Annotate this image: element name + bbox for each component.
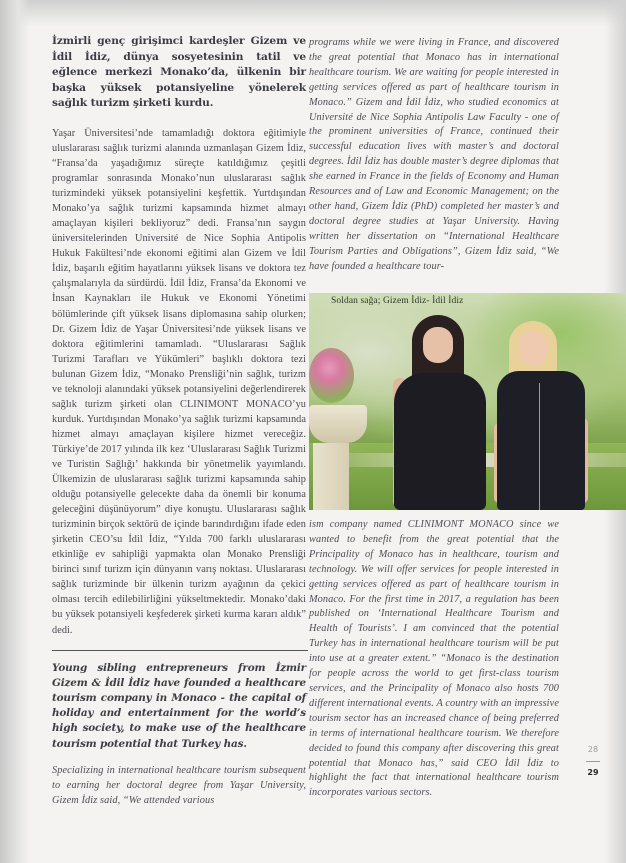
body-text-english-end: ism company named CLINIMONT MONACO since we wanted to benefit from the great potential that the Principality of Monaco has in healthcare, tourism and technology. We will offer services for people interested in getting services offered as part of healthcare tourism in Monaco. For the first time in 2017, a regulation has been published on ‘International Healthcare Tourism and Health of Tourists’. I am convinced that the potential Turkey has in international healthcare tourism will be put into use at a greater extent.” “Monaco is the destination for people across the world to get first-class tourism services, and the Principality of Monaco also hosts 700 different international events. A country with an impressive tourism sector has an increased chance of being preferred in terms of international healthcare tourism. We therefore decided to found this company after discovering this great potential that Monaco has,” said CEO İdil İdiz to highlight the fact that international healthcare tourism incorporates various sectors.: [309, 519, 559, 799]
dress-zipper: [539, 383, 540, 510]
page-number-current: 29: [587, 768, 599, 777]
person-left-face: [423, 327, 453, 363]
page-numbers: [578, 744, 608, 779]
right-column: [309, 36, 559, 275]
page-number-previous: 28: [587, 745, 599, 754]
photo-pedestal: [313, 443, 349, 510]
page-gutter-shadow: [0, 0, 30, 863]
photo-caption: Soldan sağa; Gizem İdiz- İdil İdiz: [331, 296, 464, 306]
body-text-english-continued: programs while we were living in France, and discovered the great potential that Monaco has in international healthcare tourism. We are waiting for people interested in getting services offered as part of healthcare tourism in Monaco.” Gizem and İdil İdiz, who studied economics at Université de Nice Sophia Antipolis Law Faculty - one of the prominent universities of France, continued their successful education lives with master’s and doctoral degrees. İdil İdiz has double master’s degree diplomas that she earned in France in the fields of Economy and Human Resources and of Law and Economic Management; on the other hand, Gizem İdiz (PhD) completed her master’s and doctoral degree studies at Yaşar University. Having written her dissertation on “International Healthcare Tourism Parties and Obligations”, Gizem İdiz said, “We have founded a healthcare tour-: [309, 37, 559, 272]
person-left-dress: [394, 373, 486, 510]
left-column: [52, 34, 306, 809]
person-right-dress: [497, 371, 585, 510]
portrait-photo: [309, 293, 626, 510]
body-text-turkish: Yaşar Üniversitesi’nde tamamladığı doktora eğitimiyle uluslararası sağlık turizmi alanında uzmanlaşan Gizem İdiz, “Fransa’da yaşadığımız süreçte katıldığımız çeşitli programlar sonrasında Monako’nun uluslararası sağlık turizmindeki yüksek potansiyelini keşfettik. Yurtdışından Monako’ya sağlık turizmi kapsamında hizmet almayı amaçlayan kişileri bekliyoruz” dedi. Fransa’nın saygın üniversitelerinden Université de Nice Sophia Antipolis Hukuk Fakültesi’nde ekonomi eğitimi alan Gizem ve İdil İdiz, başarılı eğitim hayatlarını yüksek lisans ve doktora tez çalışmalarıyla da sürdürdü. İdil İdiz, Fransa’da Ekonomi ve İnsan Kaynakları ile Hukuk ve Ekonomi Yönetimi bölümlerinde çift yüksek lisans diplomasına sahip olurken; Dr. Gizem İdiz de Yaşar Üniversitesi’nde yüksek lisans ve doktora eğitimlerini tamamladı. “Uluslararası Sağlık Turizmi Tarafları ve Yükümleri” başlıklı doktora tezi bulunan Gizem İdiz, “Monako Prensliği’nin sağlık, turizm ve teknoloji alanındaki yüksek potansiyelini değerlendirerek sağlık turizm şirketi olan CLINIMONT MONACO’yu kurduk. Yurtdışından Monako’ya sağlık turizmi kapsamında hizmet almayı amaçlayan kişilere hizmet vereceğiz. Türkiye’de 2017 yılında ilk kez ‘Uluslararası Sağlık Turizmi ve Turistin Sağlığı’ hakkında bir yönetmelik yayımlandı. Ülkemizin de uluslararası sağlık turizmi kapsamında sahip olduğu potansiyelle gelecekte daha da önemli bir konuma geleceğini düşünüyorum” diye konuştu. Uluslararası sağlık turizminin birçok sektörü de içinde barındırdığını ifade eden şirketin CEO’su İdil İdiz, “Yılda 700 farklı uluslararası etkinliğe ev sahipliği yapmakta olan Monako Prensliği birinci sınıf turizm için dünyanın varış noktası. Uluslararası sağlık turizminde bir ülkenin turizm ayağının da çekici olması tercih edilebilirliğini yükseltmektedir. Monako’daki bu yüksek potansiyeli keşfederek şirketi kurma kararı aldık” dedi.: [52, 127, 306, 636]
section-divider: [52, 650, 308, 651]
right-column-lower: [309, 518, 559, 801]
photo-flowers: [309, 348, 354, 403]
body-text-english-start: Specializing in international healthcare tourism subsequent to earning her doctoral degree from Yaşar University, Gizem İdiz said, “We attended various: [52, 764, 306, 806]
lead-paragraph-english: Young sibling entrepreneurs from İzmir Gizem & İdil İdiz have founded a healthcare tourism company in Monaco - the capital of holiday and entertainment for the world’s high society, to make use of the healthcare tourism potential that Turkey has.: [52, 661, 306, 750]
page-shadow-top: [0, 0, 626, 26]
page-number-divider: [586, 761, 600, 762]
lead-paragraph-turkish: İzmirli genç girişimci kardeşler Gizem ve İdil İdiz, dünya sosyetesinin tatil ve eğlence merkezi Monako’da, ülkenin bir başka yüksek potansiyeline yönelerek sağlık turizm şirketi kurdu.: [52, 35, 306, 110]
photo-stone-urn: [309, 405, 367, 443]
person-right-face: [519, 331, 547, 365]
